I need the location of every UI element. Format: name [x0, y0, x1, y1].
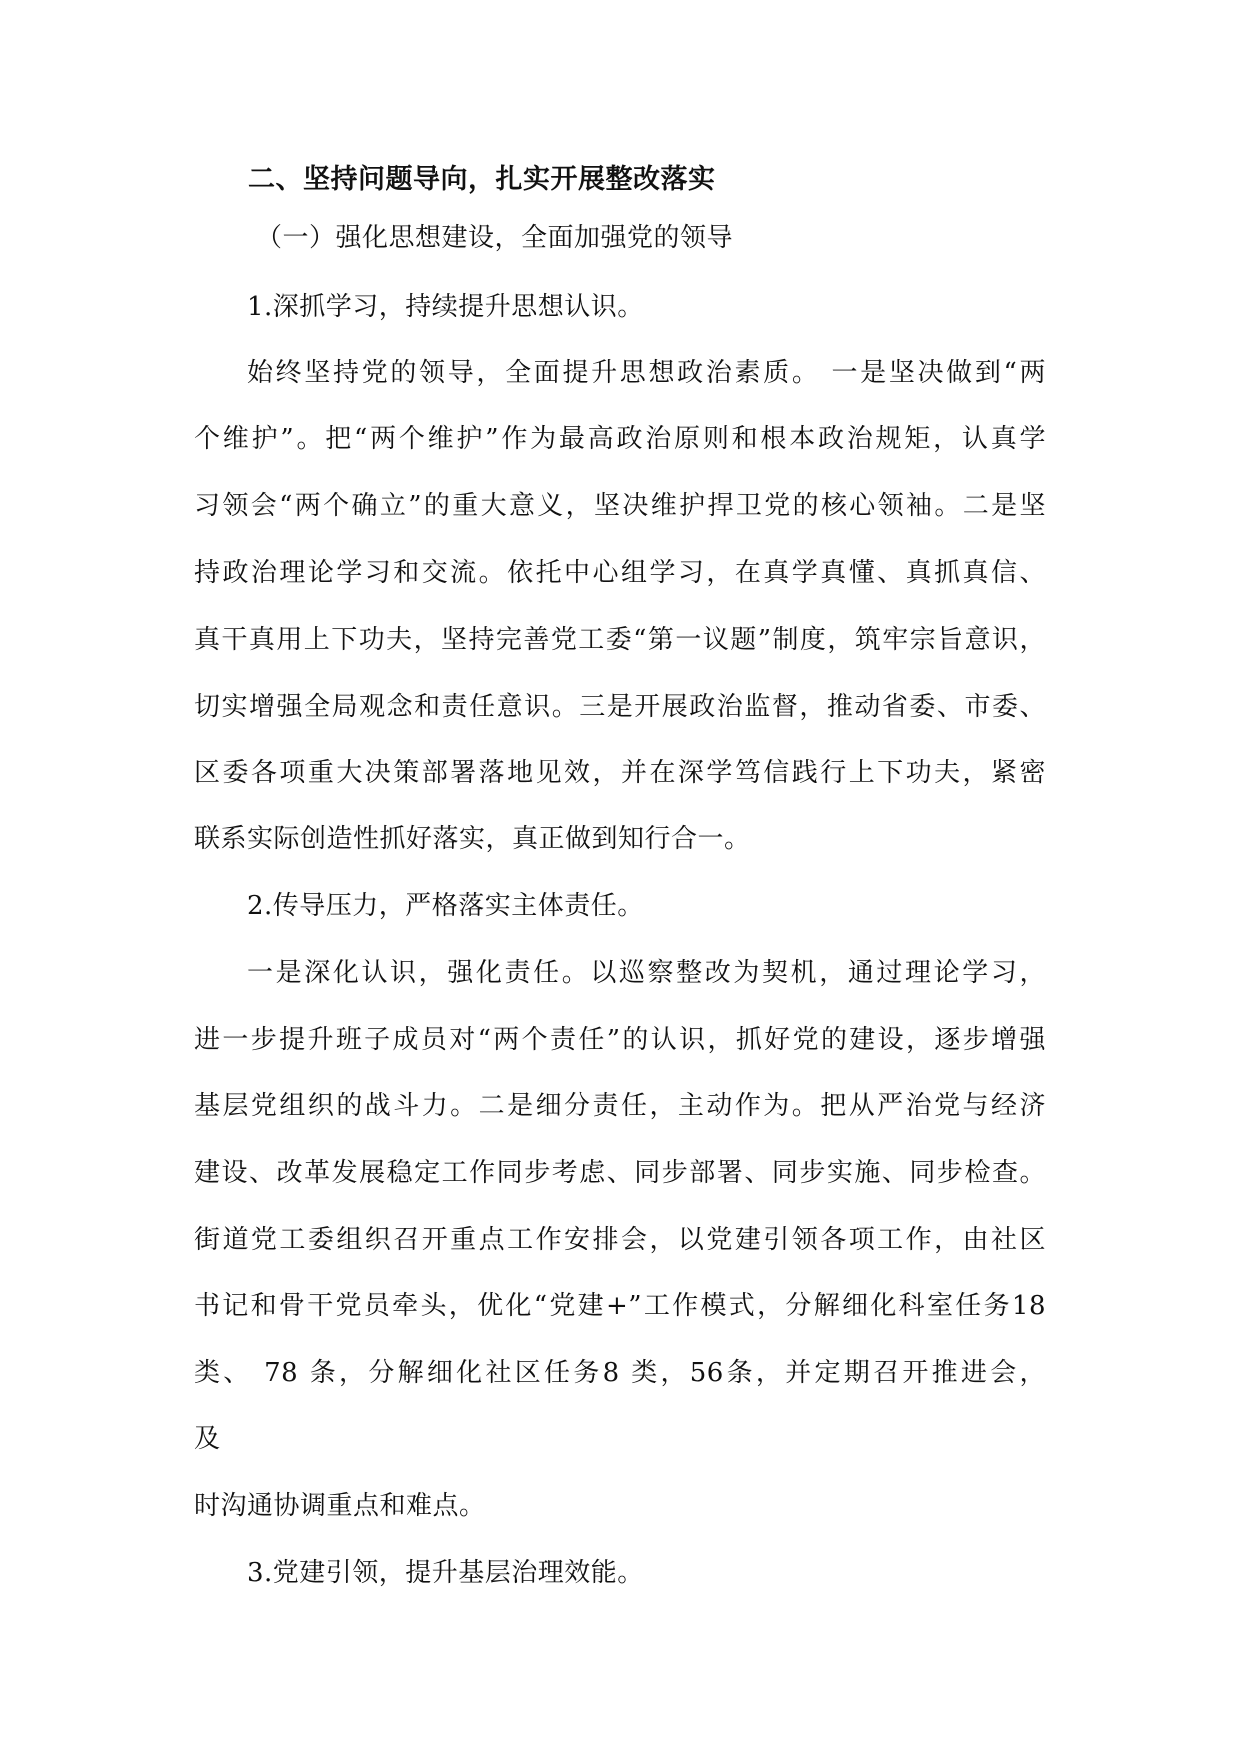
- item-3-title: 3.党建引领，提升基层治理效能。: [247, 1558, 644, 1588]
- para-1-line-3: 习领会“两个确立”的重大意义，坚决维护捍卫党的核心领袖。二是坚: [194, 491, 1046, 521]
- para-1-line-2: 个维护”。把“两个维护”作为最高政治原则和根本政治规矩，认真学: [194, 424, 1046, 454]
- para-1-line-4: 持政治理论学习和交流。依托中心组学习，在真学真懂、真抓真信、: [194, 558, 1046, 588]
- para-2-line-4: 建设、改革发展稳定工作同步考虑、同步部署、同步实施、同步检查。: [194, 1158, 1046, 1188]
- para-2-line-9: 时沟通协调重点和难点。: [194, 1491, 486, 1521]
- item-2-title: 2.传导压力，严格落实主体责任。: [247, 891, 644, 921]
- para-2-line-8: 及: [194, 1424, 221, 1454]
- para-2-line-5: 街道党工委组织召开重点工作安排会，以党建引领各项工作，由社区: [194, 1225, 1046, 1255]
- para-1-line-1: 始终坚持党的领导，全面提升思想政治素质。 一是坚决做到“两: [247, 358, 1046, 388]
- para-2-line-3: 基层党组织的战斗力。二是细分责任，主动作为。把从严治党与经济: [194, 1091, 1046, 1121]
- section-heading: 二、坚持问题导向，扎实开展整改落实: [248, 164, 716, 195]
- subsection-heading: （一）强化思想建设，全面加强党的领导: [256, 223, 734, 253]
- para-2-line-2: 进一步提升班子成员对“两个责任”的认识，抓好党的建设，逐步增强: [194, 1025, 1046, 1055]
- para-2-line-7: 类、 78 条，分解细化社区任务8 类，56条，并定期召开推进会，: [194, 1358, 1046, 1388]
- para-1-line-8: 联系实际创造性抓好落实，真正做到知行合一。: [194, 824, 751, 854]
- para-2-line-6: 书记和骨干党员牵头，优化“党建+”工作模式，分解细化科室任务18: [194, 1291, 1046, 1321]
- para-1-line-5: 真干真用上下功夫，坚持完善党工委“第一议题”制度，筑牢宗旨意识，: [194, 625, 1046, 655]
- item-1-title: 1.深抓学习，持续提升思想认识。: [247, 292, 644, 322]
- para-2-line-1: 一是深化认识，强化责任。以巡察整改为契机，通过理论学习，: [247, 958, 1046, 988]
- para-1-line-7: 区委各项重大决策部署落地见效，并在深学笃信践行上下功夫，紧密: [194, 758, 1046, 788]
- para-1-line-6: 切实增强全局观念和责任意识。三是开展政治监督，推动省委、市委、: [194, 692, 1046, 722]
